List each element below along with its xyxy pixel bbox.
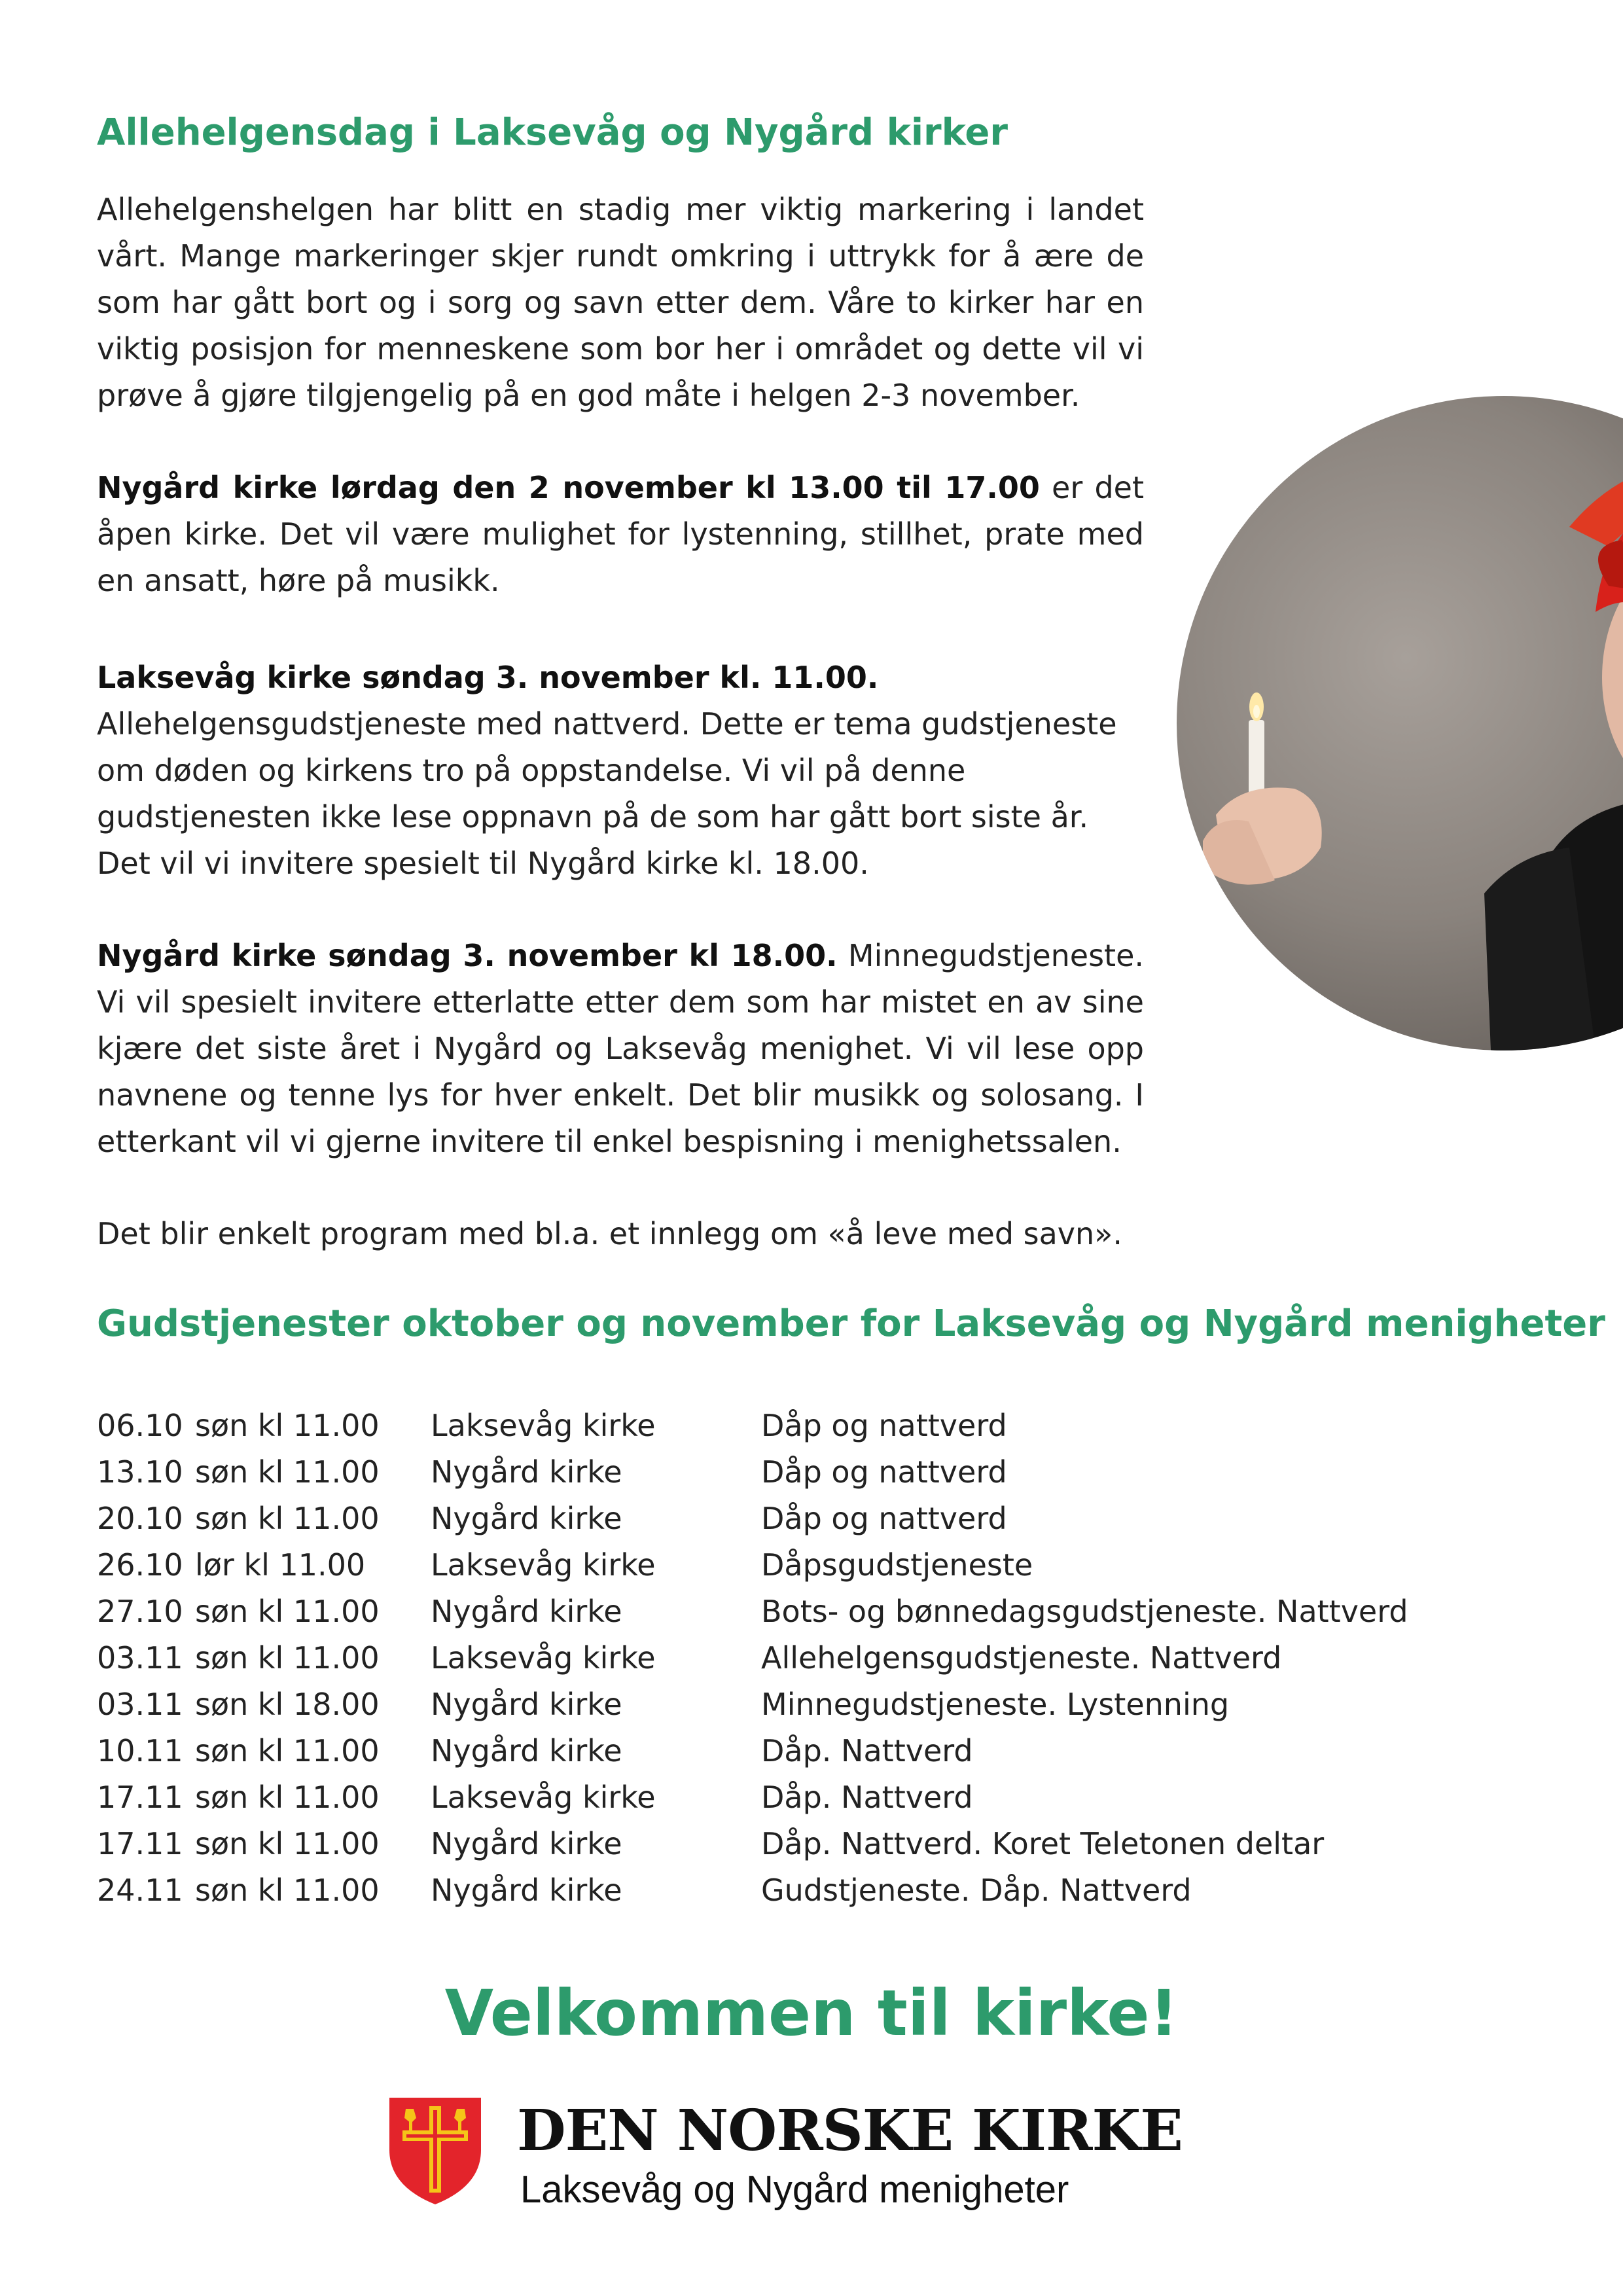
schedule-row xyxy=(97,1542,1504,1588)
schedule-row xyxy=(97,1403,1504,1449)
row-church: Laksevåg kirke xyxy=(431,1780,656,1815)
row-time: søn kl 11.00 xyxy=(195,1873,380,1908)
row-church: Nygård kirke xyxy=(431,1873,622,1908)
schedule-row xyxy=(97,1821,1504,1867)
row-time: lør kl 11.00 xyxy=(195,1547,366,1583)
schedule-title: Gudstjenester oktober og november for Laksevåg og Nygård menigheter xyxy=(97,1302,1605,1345)
row-date: 06.10 xyxy=(97,1408,183,1443)
schedule-row xyxy=(97,1588,1504,1635)
row-time: søn kl 18.00 xyxy=(195,1687,380,1722)
row-time: søn kl 11.00 xyxy=(195,1780,380,1815)
event-heading: Nygård kirke søndag 3. november kl 18.00. xyxy=(97,938,838,973)
row-date: 03.11 xyxy=(97,1687,183,1722)
row-church: Nygård kirke xyxy=(431,1687,622,1722)
intro-paragraph: Allehelgenshelgen har blitt en stadig mer viktig markering i landet vårt. Mange markeringer skjer rundt omkring i uttrykk for å ære de som har gått bort og i sorg og savn etter dem. Våre to kirker har en viktig posisjon for menneskene som bor her i området og dette vil vi prøve å gjøre tilgjengelig på en god måte i helgen 2-3 november. xyxy=(97,192,1144,413)
event-laksevag-sunday xyxy=(97,655,1144,887)
row-date: 13.10 xyxy=(97,1454,183,1490)
event-text: er det åpen kirke. Det vil være mulighet for lystenning, stillhet, prate med en ansatt, høre på musikk. xyxy=(97,470,1144,598)
row-description: Minnegudstjeneste. Lystenning xyxy=(761,1687,1230,1722)
row-description: Bots- og bønnedagsgudstjeneste. Nattverd xyxy=(761,1594,1408,1629)
row-description: Allehelgensgudstjeneste. Nattverd xyxy=(761,1640,1282,1676)
row-date: 17.11 xyxy=(97,1780,183,1815)
row-date: 03.11 xyxy=(97,1640,183,1676)
church-shield-icon xyxy=(386,2094,484,2206)
row-time: søn kl 11.00 xyxy=(195,1594,380,1629)
schedule-row xyxy=(97,1681,1504,1728)
schedule-row xyxy=(97,1774,1504,1821)
row-description: Gudstjeneste. Dåp. Nattverd xyxy=(761,1873,1192,1908)
row-time: søn kl 11.00 xyxy=(195,1408,380,1443)
row-church: Nygård kirke xyxy=(431,1594,622,1629)
row-church: Laksevåg kirke xyxy=(431,1640,656,1676)
schedule-row xyxy=(97,1635,1504,1681)
event-nygard-saturday xyxy=(97,465,1144,604)
schedule-row xyxy=(97,1449,1504,1496)
service-schedule xyxy=(97,1403,1504,1914)
event-line: Allehelgensgudstjeneste med nattverd. Dette er tema gudstjeneste xyxy=(97,706,1117,742)
row-time: søn kl 11.00 xyxy=(195,1501,380,1536)
event-heading: Laksevåg kirke søndag 3. november kl. 11.00. xyxy=(97,660,879,695)
photo-illustration xyxy=(1177,396,1623,1050)
row-time: søn kl 11.00 xyxy=(195,1733,380,1768)
event-line: Det vil vi invitere spesielt til Nygård kirke kl. 18.00. xyxy=(97,846,869,881)
row-church: Nygård kirke xyxy=(431,1454,622,1490)
row-description: Dåp. Nattverd. Koret Teletonen deltar xyxy=(761,1826,1325,1861)
event-line: om døden og kirkens tro på oppstandelse. Vi vil på denne xyxy=(97,753,966,788)
org-subtitle: Laksevåg og Nygård menigheter xyxy=(520,2168,1069,2211)
row-date: 24.11 xyxy=(97,1873,183,1908)
row-church: Laksevåg kirke xyxy=(431,1408,656,1443)
row-description: Dåpsgudstjeneste xyxy=(761,1547,1033,1583)
row-date: 27.10 xyxy=(97,1594,183,1629)
row-date: 10.11 xyxy=(97,1733,183,1768)
row-description: Dåp og nattverd xyxy=(761,1501,1007,1536)
schedule-row xyxy=(97,1728,1504,1774)
church-logo xyxy=(386,2094,1183,2211)
welcome-text: Velkommen til kirke! xyxy=(444,1977,1179,2050)
article-title: Allehelgensdag i Laksevåg og Nygård kirker xyxy=(97,111,1008,154)
row-church: Nygård kirke xyxy=(431,1733,622,1768)
row-church: Nygård kirke xyxy=(431,1826,622,1861)
event-text: Minnegudstjeneste. Vi vil spesielt invitere etterlatte etter dem som har mistet en av sine kjære det siste året i Nygård og Laksevåg menighet. Vi vil lese opp navnene og tenne lys for hver enkelt. Det blir musikk og solosang. I etterkant vil vi gjerne invitere til enkel bespisning i menighetssalen. xyxy=(97,938,1144,1159)
row-description: Dåp og nattverd xyxy=(761,1408,1007,1443)
event-line: gudstjenesten ikke lese oppnavn på de som har gått bort siste år. xyxy=(97,799,1089,834)
row-time: søn kl 11.00 xyxy=(195,1826,380,1861)
row-time: søn kl 11.00 xyxy=(195,1454,380,1490)
schedule-row xyxy=(97,1496,1504,1542)
org-name: DEN NORSKE KIRKE xyxy=(517,2098,1183,2164)
row-church: Laksevåg kirke xyxy=(431,1547,656,1583)
row-description: Dåp. Nattverd xyxy=(761,1780,973,1815)
row-date: 20.10 xyxy=(97,1501,183,1536)
row-church: Nygård kirke xyxy=(431,1501,622,1536)
schedule-row xyxy=(97,1867,1504,1914)
row-date: 26.10 xyxy=(97,1547,183,1583)
event-heading: Nygård kirke lørdag den 2 november kl 13.00 til 17.00 xyxy=(97,470,1040,505)
row-description: Dåp og nattverd xyxy=(761,1454,1007,1490)
row-date: 17.11 xyxy=(97,1826,183,1861)
row-time: søn kl 11.00 xyxy=(195,1640,380,1676)
row-description: Dåp. Nattverd xyxy=(761,1733,973,1768)
event-nygard-sunday xyxy=(97,933,1144,1165)
candle-photo xyxy=(1177,396,1623,1050)
closing-text: Det blir enkelt program med bl.a. et innlegg om «å leve med savn». xyxy=(97,1216,1122,1251)
